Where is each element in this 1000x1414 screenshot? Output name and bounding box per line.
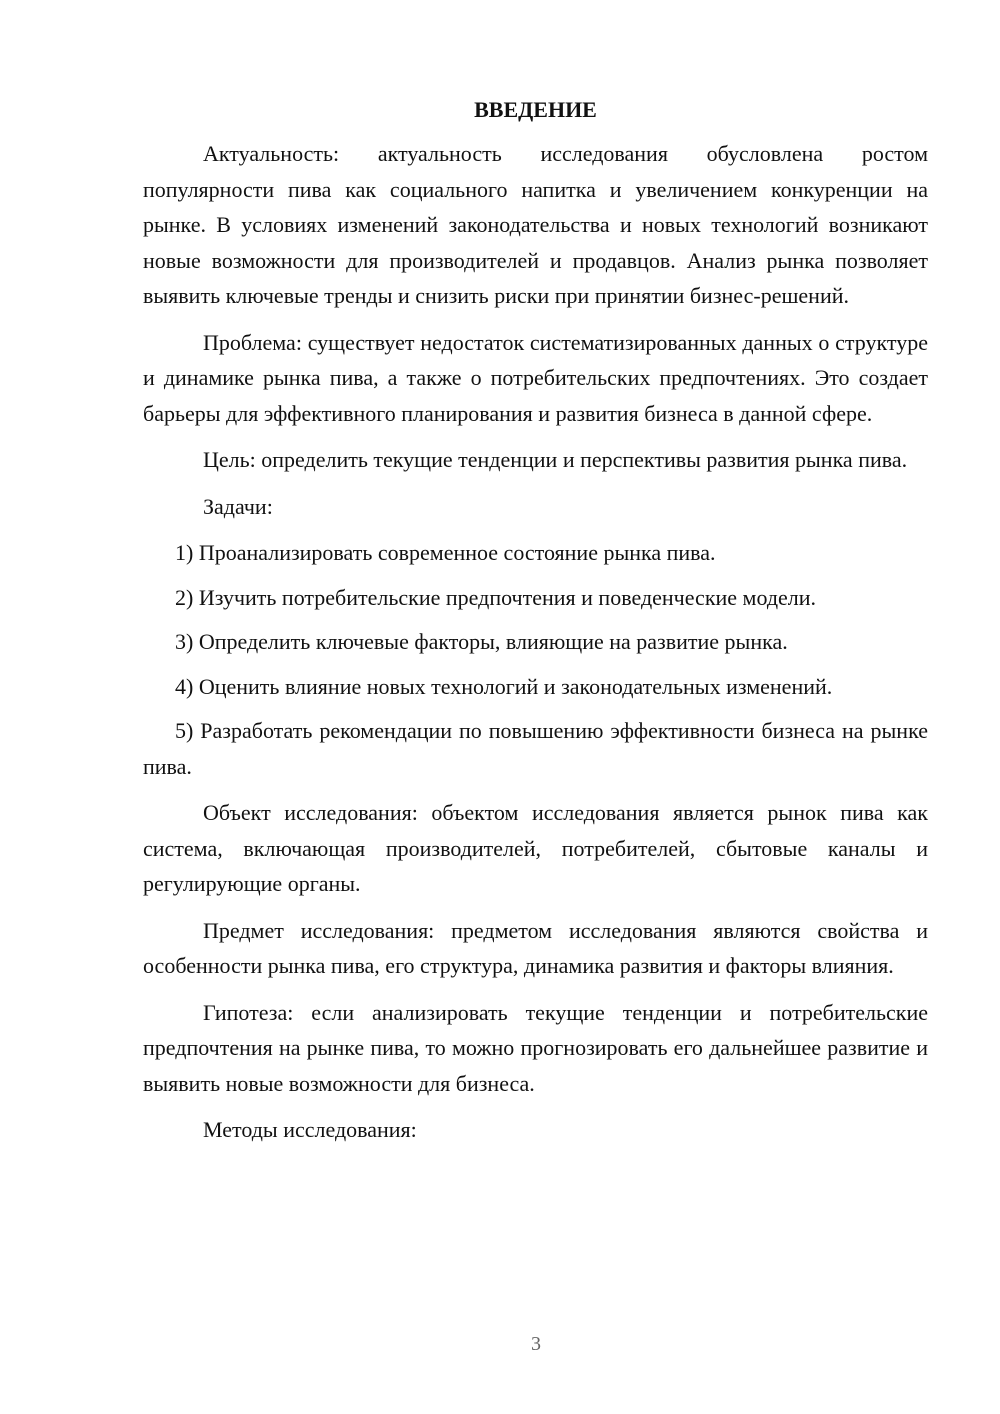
task-item-2: 2) Изучить потребительские предпочтения и поведенческие модели. <box>175 584 817 610</box>
paragraph-object: Объект исследования: объектом исследования является рынок пива как система, включающая производителей, потребителей, сбытовые каналы и регулирующие органы. <box>143 800 928 896</box>
paragraph-relevance: Актуальность: актуальность исследования обусловлена ростом популярности пива как социального напитка и увеличением конкуренции на рынке. В условиях изменений законодательства и новых технологий возникают новые возможности для производителей и продавцов. Анализ рынка позволяет выявить ключевые тренды и снизить риски при принятии бизнес-решений. <box>143 141 928 308</box>
page-number: 3 <box>531 1333 541 1355</box>
paragraph-subject: Предмет исследования: предметом исследования являются свойства и особенности рынка пива, его структура, динамика развития и факторы влияния. <box>143 917 928 978</box>
page-content <box>143 94 928 1159</box>
paragraph-problem: Проблема: существует недостаток систематизированных данных о структуре и динамике рынка пива, а также о потребительских предпочтениях. Это создает барьеры для эффективного планирования и развития бизнеса в данной сфере. <box>143 329 928 426</box>
paragraph-hypothesis: Гипотеза: если анализировать текущие тенденции и потребительские предпочтения на рынке пива, то можно прогнозировать его дальнейшее развитие и выявить новые возможности для бизнеса. <box>143 999 928 1096</box>
page-title: ВВЕДЕНИЕ <box>474 97 597 122</box>
paragraph-goal: Цель: определить текущие тенденции и перспективы развития рынка пива. <box>203 447 908 472</box>
task-item-5: 5) Разработать рекомендации по повышению эффективности бизнеса на рынке пива. <box>143 718 928 779</box>
task-item-3: 3) Определить ключевые факторы, влияющие на развитие рынка. <box>175 629 788 654</box>
task-item-1: 1) Проанализировать современное состояние рынка пива. <box>175 540 716 565</box>
task-item-4: 4) Оценить влияние новых технологий и законодательных изменений. <box>175 673 833 699</box>
tasks-heading: Задачи: <box>203 493 273 519</box>
paragraph-methods: Методы исследования: <box>203 1117 417 1142</box>
